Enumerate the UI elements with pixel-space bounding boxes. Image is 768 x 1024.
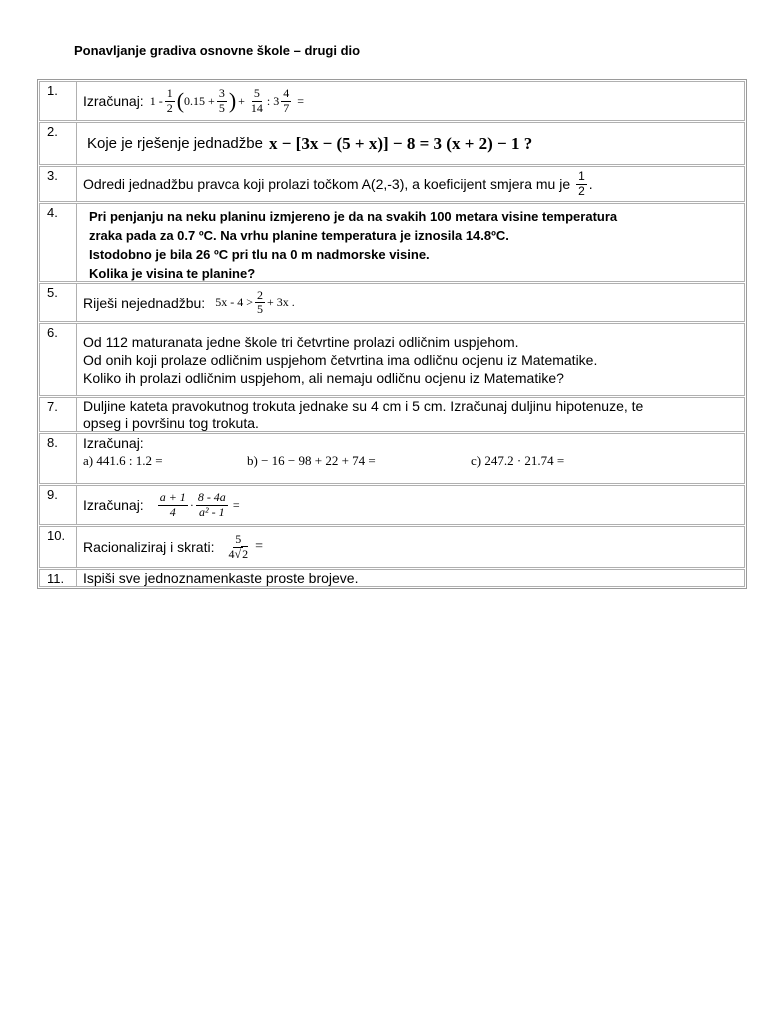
- exercise-number: 2.: [40, 123, 77, 164]
- exercise-row-8: [39, 433, 745, 484]
- exercise-label: Izračunaj:: [83, 497, 144, 513]
- exercise-content: Od 112 maturanata jedne škole tri četvrtine prolazi odličnim uspjehom. Od onih koji prolaze odličnim uspjehom četvrtina ima odličnu ocjenu iz Matematike. Koliko ih prolazi odličnim uspjehom, ali nemaju odličnu ocjenu iz Matematike?: [83, 334, 598, 386]
- fraction: $\frac{1}{2}$: [166, 86, 173, 115]
- exercise-row-9: [39, 485, 745, 525]
- equation: x − [3x − (5 + x)] − 8 = 3 (x + 2) − 1 ?: [268, 133, 533, 153]
- exercise-row-3: [39, 166, 745, 202]
- fraction: $\frac{3}{5}$: [218, 86, 225, 115]
- exercise-number: 7.: [40, 398, 77, 431]
- fraction: $\frac{1}{2}$: [578, 169, 585, 198]
- exercise-number: 4.: [40, 204, 77, 281]
- exercise-number: 5.: [40, 284, 77, 321]
- exercise-number: 1.: [40, 82, 77, 120]
- exercise-number: 6.: [40, 324, 77, 395]
- exercise-number: 9.: [40, 486, 77, 524]
- exercise-content: [77, 570, 744, 586]
- exercise-row-6: [39, 323, 745, 396]
- exercise-row-11: [39, 569, 745, 587]
- exercise-content: [77, 486, 744, 524]
- exercise-number: 8.: [40, 434, 77, 483]
- exercise-table: [37, 79, 747, 589]
- subtask-b: b) − 16 − 98 + 22 + 74 =: [247, 453, 376, 468]
- fraction: $\frac{5}{14}$: [250, 86, 263, 115]
- exercise-row-2: [39, 122, 745, 165]
- exercise-label: Izračunaj:: [83, 93, 144, 109]
- fraction: $\frac{8 - 4a}{\text{a² - 1}}$: [197, 490, 226, 519]
- exercise-row-7: [39, 397, 745, 432]
- exercise-number: 10.: [40, 527, 77, 567]
- fraction: $\frac{a + 1}{4}$: [159, 490, 186, 519]
- expression: $\frac{5}{4√2}$ =: [228, 532, 263, 561]
- fraction: $\frac{4}{7}$: [283, 86, 290, 115]
- subtask-c: c) 247.2 · 21.74 =: [471, 453, 565, 468]
- exercise-label: Ispiši sve jednoznamenkaste proste brojeve.: [83, 570, 359, 586]
- fraction: $\frac{2}{5}$: [256, 287, 263, 316]
- exercise-row-10: [39, 526, 745, 568]
- inequality: 5x - 4 > $\frac{2}{5}$ + 3x .: [215, 287, 295, 316]
- exercise-row-5: [39, 283, 745, 322]
- expression: 1 - $\frac{1}{2}$ ( 0.15 + $\frac{3}{5}$ ) + $\frac{5}{14}$ : 3 $\frac{4}{7}$ =: [149, 86, 305, 115]
- exercise-content: Duljine kateta pravokutnog trokuta jednake su 4 cm i 5 cm. Izračunaj duljinu hipotenuze, te opseg i površinu tog trokuta.: [83, 398, 644, 431]
- page-title: Ponavljanje gradiva osnovne škole – drugi dio: [74, 43, 361, 58]
- exercise-content: [77, 527, 744, 567]
- exercise-label: Izračunaj:: [83, 435, 144, 451]
- exercise-content: Pri penjanju na neku planinu izmjereno je da na svakih 100 metara visine temperatura zraka pada za 0.7 ºC. Na vrhu planine temperatura je iznosila 14.8ºC. Istodobno je bila 26 ºC pri tlu na 0 m nadmorske visine. Kolika je visina te planine?: [89, 209, 618, 281]
- subtask-a: a) 441.6 : 1.2 =: [83, 453, 163, 468]
- exercise-row-4: [39, 203, 745, 282]
- exercise-row-1: [39, 81, 745, 121]
- exercise-number: 3.: [40, 167, 77, 201]
- exercise-content: [77, 284, 744, 321]
- expression: $\frac{a + 1}{4}$ · $\frac{8 - 4a}{\text{a² - 1}}$ =: [159, 490, 240, 519]
- exercise-label: Racionaliziraj i skrati:: [83, 539, 215, 555]
- exercise-content: [77, 123, 744, 164]
- exercise-content: [77, 434, 744, 483]
- exercise-label: Odredi jednadžbu pravca koji prolazi točkom A(2,-3), a koeficijent smjera mu je: [83, 176, 571, 192]
- exercise-label: Koje je rješenje jednadžbe: [87, 135, 263, 152]
- exercise-number: 11.: [40, 570, 77, 586]
- exercise-label: Riješi nejednadžbu:: [83, 294, 206, 311]
- exercise-content: Odredi jednadžbu pravca koji prolazi točkom A(2,-3), a koeficijent smjera mu je $\frac{1}{2}$ .: [83, 169, 593, 198]
- fraction: $\frac{5}{4√2}$: [228, 532, 249, 561]
- exercise-content: [77, 82, 744, 120]
